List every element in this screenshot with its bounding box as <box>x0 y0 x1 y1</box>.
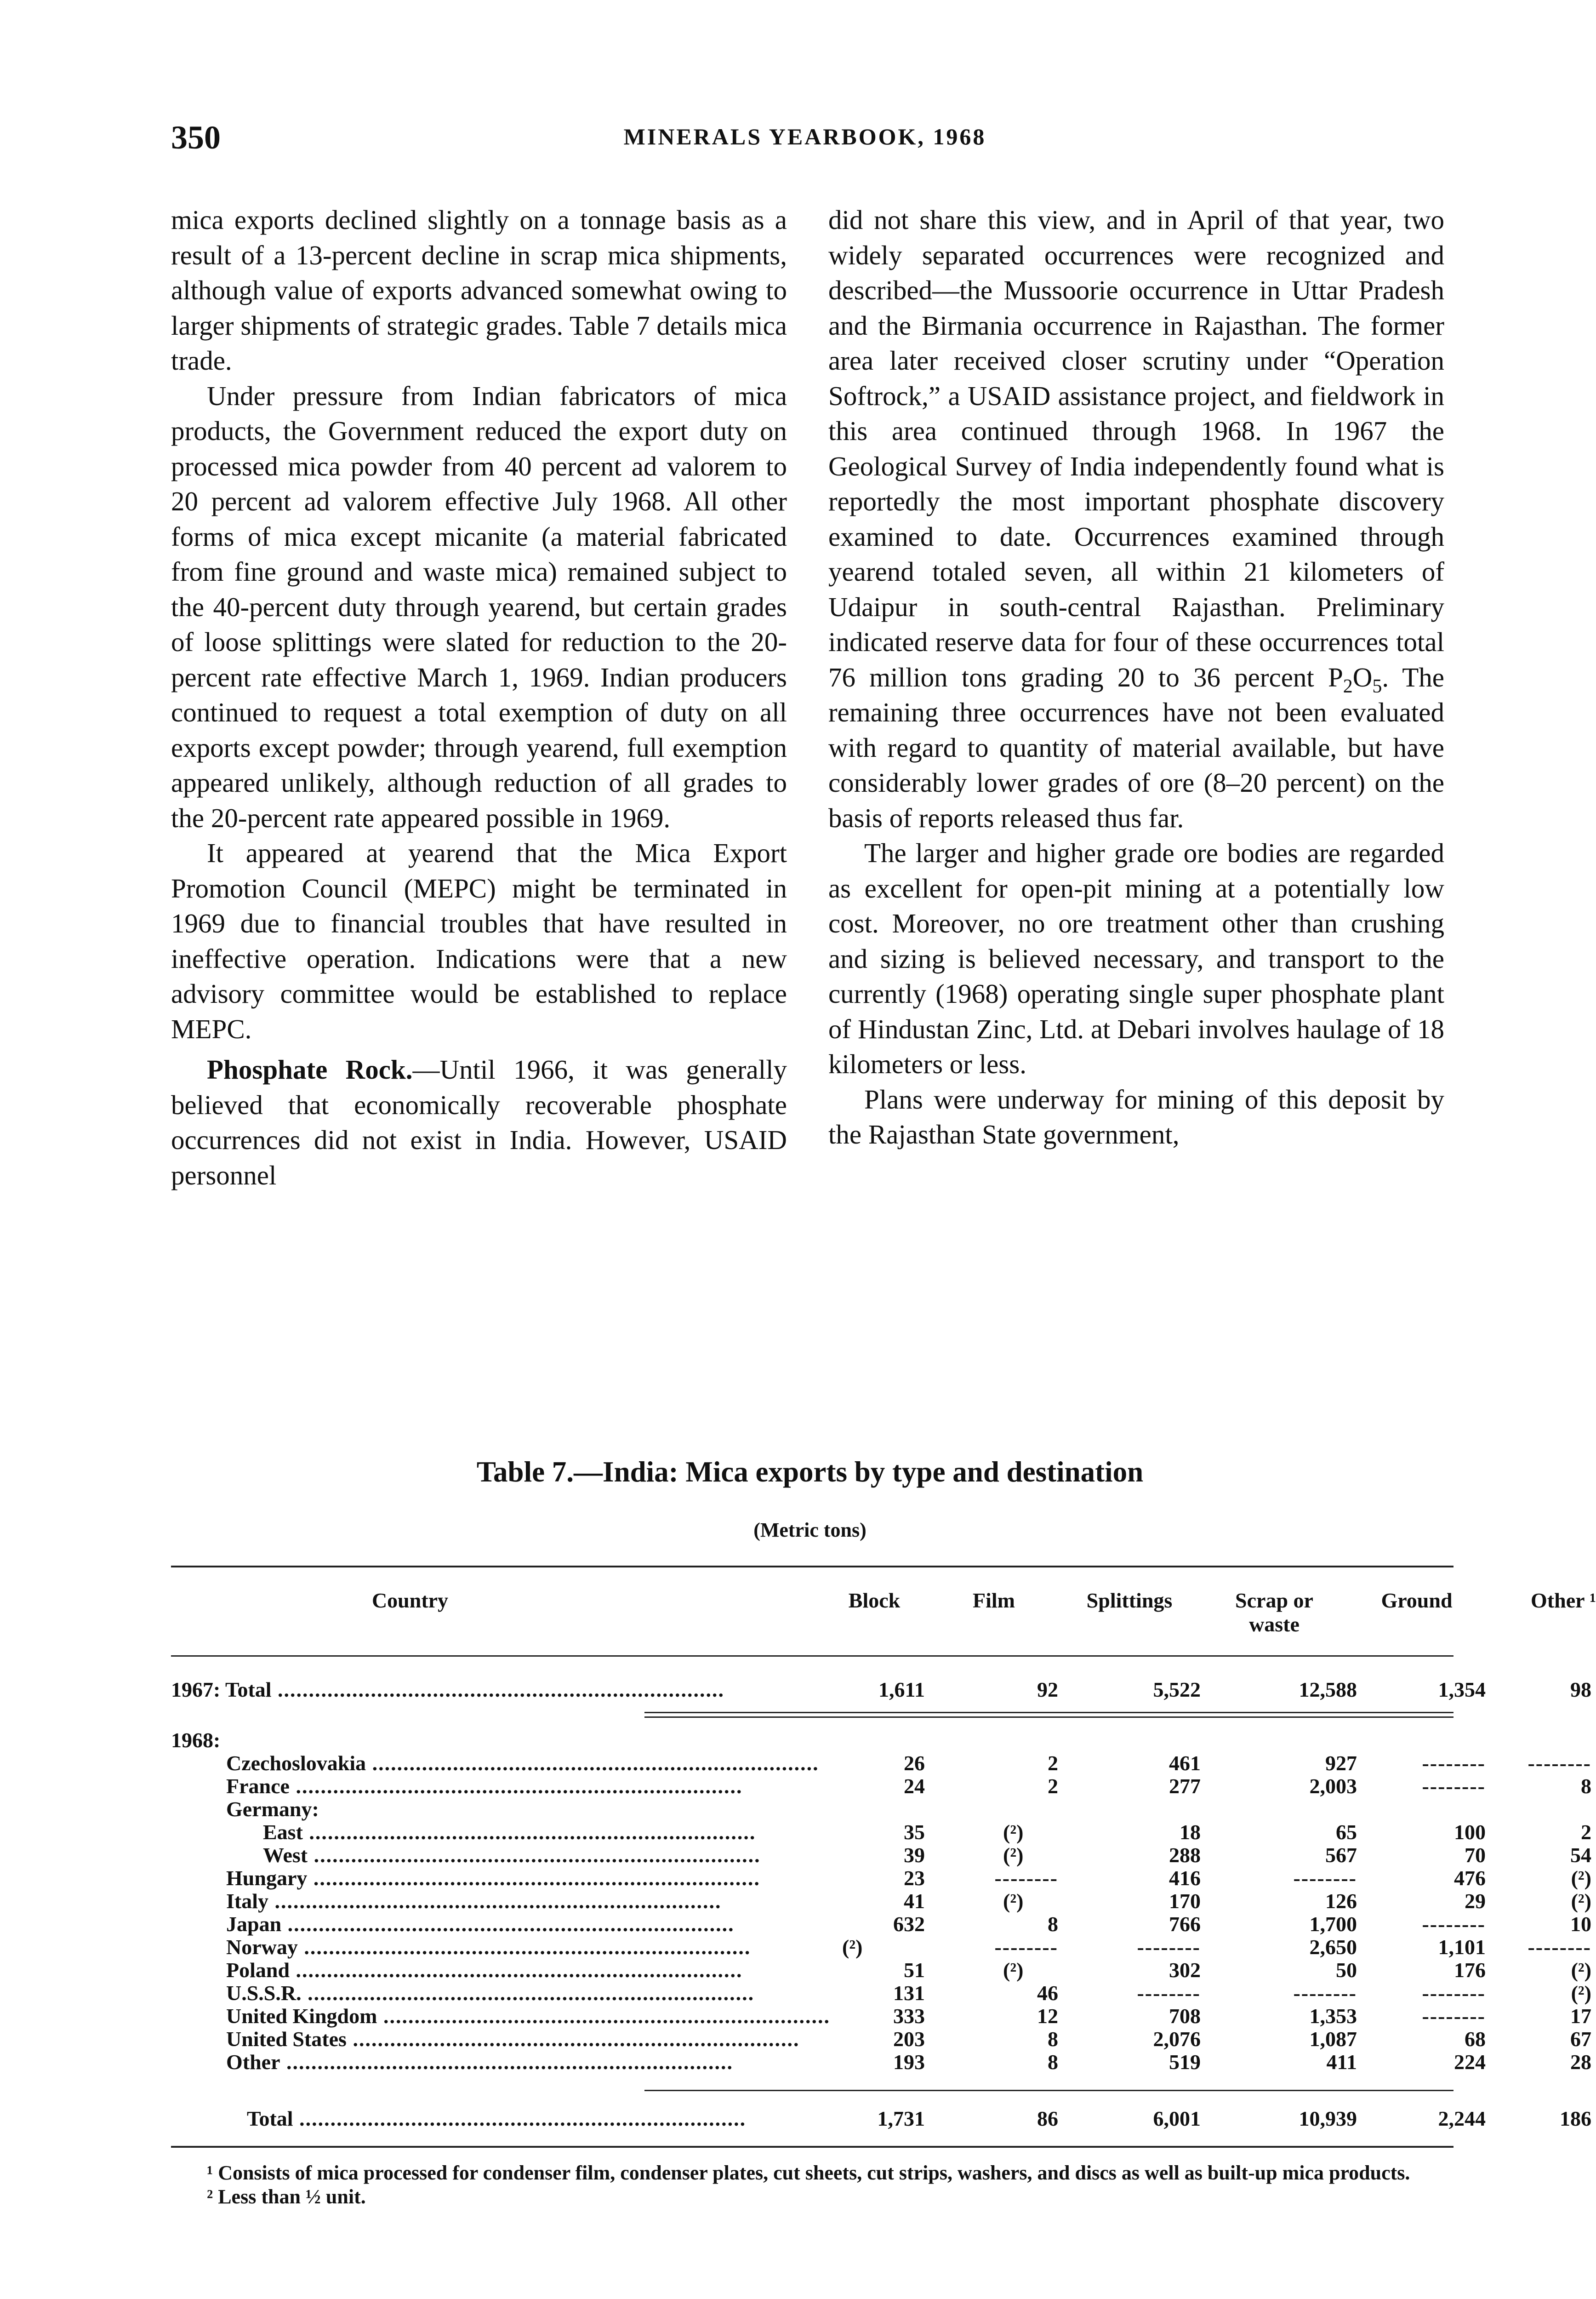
header-splittings: Splittings <box>1086 1589 1173 1612</box>
page-number: 350 <box>171 119 221 156</box>
paragraph: It appeared at yearend that the Mica Export Promotion Council (MEPC) might be terminated in 1969 due to financial troubles that have resulted in ineffective operation. Indications were that a new advisory committee would be established to replace MEPC. <box>171 838 787 1044</box>
group-label-row <box>171 1798 1454 1821</box>
cell-ground: -------- <box>1422 1751 1486 1775</box>
table-row <box>171 1912 1591 1936</box>
table-row <box>171 1981 1591 2005</box>
cell-other: 186 <box>1560 2107 1591 2130</box>
header-scrap-line2: waste <box>1249 1613 1300 1636</box>
cell-scrap: 50 <box>1336 1958 1357 1982</box>
cell-splittings: 277 <box>1169 1774 1201 1798</box>
cell-film: 8 <box>1048 1912 1058 1936</box>
header-other: Other ¹ <box>1531 1589 1596 1612</box>
table-row <box>171 1958 1591 1982</box>
year-label-row <box>171 1729 1454 1752</box>
cell-splittings: 708 <box>1169 2004 1201 2028</box>
table-row-1968-total <box>171 2107 1591 2130</box>
cell-block: 1,731 <box>877 2107 925 2130</box>
total-rule <box>644 2090 1454 2091</box>
country-name: Hungary ..... <box>171 1867 700 1890</box>
cell-film: 92 <box>1037 1678 1058 1701</box>
cell-block: 333 <box>893 2004 925 2028</box>
paragraph-text: did not share this view, and in April of that year, two widely separated occurrences were recognized and described—the Mussoorie occurrence in Uttar Pradesh and the Birmania occurrence in Rajasthan. The former area later received closer scrutiny under “Operation Softrock,” a USAID assistance project, and fieldwork in this area continued through 1968. In 1967 the Geological Survey of India independently found what is reportedly the most important phosphate discovery examined to date. Occurrences examined through yearend totaled seven, all within 21 kilometers of Udaipur in south-central Rajasthan. Preliminary indicated reserve data for four of these occurrences total 76 million tons grading 20 to 36 percent P <box>828 205 1444 692</box>
country-name: West ..... <box>171 1844 736 1867</box>
header-film: Film <box>973 1589 1015 1612</box>
table-row <box>171 1843 1591 1867</box>
cell-scrap: -------- <box>1293 1981 1357 2005</box>
cell-splittings: 2,076 <box>1153 2027 1201 2051</box>
cell-film: -------- <box>994 1935 1058 1959</box>
group-label: Germany: <box>226 1797 319 1821</box>
table-row <box>171 2050 1591 2074</box>
double-rule-top <box>644 1712 1454 1713</box>
cell-scrap: 1,700 <box>1309 1912 1357 1936</box>
paragraph-phosphate-rock <box>171 1052 787 1193</box>
paragraph: Under pressure from Indian fabricators of mica products, the Government reduced the export duty on processed mica powder from 40 percent ad valorem to 20 percent ad valorem effective July 1968. All other forms of mica except micanite (a material fabricated from fine ground and waste mica) remained subject to the 40-percent duty through yearend, but certain grades of loose splittings were slated for reduction to the 20-percent rate effective March 1, 1969. Indian producers continued to request a total exemption of duty on all exports except powder; through yearend, full exemption appeared unlikely, although reduction of all grades to the 20-percent rate appeared possible in 1969. <box>171 380 787 833</box>
cell-ground: 100 <box>1454 1820 1486 1844</box>
header-country: Country <box>371 1589 449 1612</box>
country-name: U.S.S.R. ..... <box>171 1982 700 2005</box>
header-rule <box>171 1655 1454 1657</box>
cell-splittings: -------- <box>1137 1935 1201 1959</box>
cell-ground: 70 <box>1465 1843 1486 1867</box>
cell-film: 46 <box>1037 1981 1058 2005</box>
cell-ground: -------- <box>1422 1912 1486 1936</box>
cell-splittings: 519 <box>1169 2050 1201 2074</box>
cell-scrap: 2,003 <box>1309 1774 1357 1798</box>
cell-scrap: 2,650 <box>1309 1935 1357 1959</box>
cell-ground: -------- <box>1422 2004 1486 2028</box>
country-name: Poland ..... <box>171 1959 700 1982</box>
cell-splittings: 416 <box>1169 1866 1201 1890</box>
table-row <box>171 1889 1591 1913</box>
header-scrap-line1: Scrap or <box>1235 1589 1313 1612</box>
cell-block: 193 <box>893 2050 925 2074</box>
cell-block: (²) <box>842 1935 863 1959</box>
paragraph <box>828 202 1444 835</box>
cell-block: 632 <box>893 1912 925 1936</box>
cell-splittings: 288 <box>1169 1843 1201 1867</box>
cell-other: 67 <box>1570 2027 1591 2051</box>
table-row <box>171 1751 1591 1775</box>
left-column <box>171 202 787 1193</box>
page-header <box>171 119 1439 155</box>
cell-other: 54 <box>1570 1843 1591 1867</box>
cell-other: (²) <box>1571 1866 1591 1890</box>
cell-ground: 29 <box>1465 1889 1486 1913</box>
table-bottom-rule <box>171 2146 1454 2148</box>
table-title: Table 7.—India: Mica exports by type and destination <box>476 1456 1144 1488</box>
cell-block: 41 <box>904 1889 925 1913</box>
table-row-1967-total <box>171 1678 1591 1701</box>
cell-splittings: 18 <box>1180 1820 1201 1844</box>
year-label: 1968: <box>171 1728 221 1752</box>
cell-block: 1,611 <box>878 1678 925 1701</box>
cell-splittings: -------- <box>1137 1981 1201 2005</box>
cell-block: 26 <box>904 1751 925 1775</box>
cell-splittings: 302 <box>1169 1958 1201 1982</box>
cell-film: 8 <box>1048 2050 1058 2074</box>
cell-scrap: 1,087 <box>1309 2027 1357 2051</box>
cell-splittings: 6,001 <box>1153 2107 1201 2130</box>
cell-scrap: 567 <box>1325 1843 1357 1867</box>
cell-ground: 68 <box>1465 2027 1486 2051</box>
formula-text: O <box>1352 662 1373 692</box>
header-ground: Ground <box>1381 1589 1453 1612</box>
cell-splittings: 461 <box>1169 1751 1201 1775</box>
section-run-in-heading: Phosphate Rock. <box>207 1054 413 1085</box>
right-column <box>828 202 1444 1152</box>
country-name: East ..... <box>171 1821 736 1844</box>
cell-ground: 2,244 <box>1438 2107 1486 2130</box>
cell-other: 10 <box>1570 1912 1591 1936</box>
cell-scrap: 1,353 <box>1309 2004 1357 2028</box>
cell-block: 203 <box>893 2027 925 2051</box>
cell-ground: 176 <box>1454 1958 1486 1982</box>
header-block: Block <box>848 1589 901 1612</box>
cell-ground: 476 <box>1454 1866 1486 1890</box>
footnote-2: ² Less than ½ unit. <box>207 2185 366 2208</box>
body-columns <box>171 202 1449 1425</box>
cell-film: 2 <box>1048 1774 1058 1798</box>
cell-film: 2 <box>1048 1751 1058 1775</box>
running-head: MINERALS YEARBOOK, 1968 <box>623 124 986 149</box>
cell-scrap: 10,939 <box>1299 2107 1357 2130</box>
cell-block: 24 <box>904 1774 925 1798</box>
double-rule-bottom <box>644 1716 1454 1718</box>
table-row <box>171 1866 1591 1890</box>
cell-splittings: 170 <box>1169 1889 1201 1913</box>
cell-other: 8 <box>1581 1774 1591 1798</box>
cell-ground: 224 <box>1454 2050 1486 2074</box>
country-name: United Kingdom ..... <box>171 2005 700 2028</box>
cell-splittings: 5,522 <box>1153 1678 1201 1701</box>
footnote-1: ¹ Consists of mica processed for condenser film, condenser plates, cut sheets, cut strips, washers, and discs as well as built-up mica products. <box>207 2162 1410 2184</box>
cell-film: (²) <box>1003 1889 1024 1913</box>
country-name: United States ..... <box>171 2028 700 2051</box>
cell-film: 8 <box>1048 2027 1058 2051</box>
cell-other: 17 <box>1570 2004 1591 2028</box>
cell-other: (²) <box>1571 1981 1591 2005</box>
cell-ground: -------- <box>1422 1774 1486 1798</box>
paragraph-text: . The remaining three occurrences have not been evaluated with regard to quantity of material available, but have considerably lower grades of ore (8–20 percent) on the basis of reports released thus far. <box>828 662 1444 833</box>
table-units: (Metric tons) <box>753 1519 866 1541</box>
cell-other: 28 <box>1570 2050 1591 2074</box>
paragraph-text: —Until 1966, it was generally believed that economically recoverable phosphate occurrences did not exist in India. However, USAID personnel <box>171 1054 787 1190</box>
cell-film: 86 <box>1037 2107 1058 2130</box>
cell-other: -------- <box>1528 1935 1591 1959</box>
footnotes <box>171 2161 1449 2209</box>
country-name: France ..... <box>171 1775 700 1798</box>
cell-film: -------- <box>994 1866 1058 1890</box>
cell-scrap: 65 <box>1336 1820 1357 1844</box>
country-name: Norway ..... <box>171 1936 700 1959</box>
cell-film: (²) <box>1003 1843 1024 1867</box>
country-name: Italy ..... <box>171 1890 700 1913</box>
paragraph: mica exports declined slightly on a tonnage basis as a result of a 13-percent decline in scrap mica shipments, although value of exports advanced somewhat owing to larger shipments of strategic grades. Table 7 details mica trade. <box>171 205 787 376</box>
cell-other: -------- <box>1528 1751 1591 1775</box>
cell-scrap: -------- <box>1293 1866 1357 1890</box>
country-name: Japan ..... <box>171 1913 700 1936</box>
cell-splittings: 766 <box>1169 1912 1201 1936</box>
cell-ground: 1,101 <box>1438 1935 1486 1959</box>
cell-scrap: 411 <box>1326 2050 1357 2074</box>
cell-block: 131 <box>893 1981 925 2005</box>
country-name: Czechoslovakia ..... <box>171 1752 700 1775</box>
cell-film: (²) <box>1003 1820 1024 1844</box>
table-top-rule <box>171 1566 1454 1567</box>
table-row <box>171 2027 1591 2051</box>
cell-film: (²) <box>1003 1958 1024 1982</box>
country-name: Other ..... <box>171 2051 700 2074</box>
row-label: Total ..... <box>171 2107 720 2130</box>
row-label: 1967: Total ..... <box>171 1678 644 1701</box>
cell-block: 35 <box>904 1820 925 1844</box>
cell-other: 98 <box>1570 1678 1591 1701</box>
table-row <box>171 1935 1591 1959</box>
paragraph: The larger and higher grade ore bodies are regarded as excellent for open-pit mining at a potentially low cost. Moreover, no ore treatment other than crushing and sizing is believed necessary, and transport to the currently (1968) operating single super phosphate plant of Hindustan Zinc, Ltd. at Debari involves haulage of 18 kilometers or less. <box>828 838 1444 1079</box>
subscript: 5 <box>1372 675 1382 697</box>
cell-other: 2 <box>1581 1820 1591 1844</box>
cell-ground: -------- <box>1422 1981 1486 2005</box>
cell-scrap: 12,588 <box>1299 1678 1357 1701</box>
cell-block: 23 <box>904 1866 925 1890</box>
table-row <box>171 1820 1591 1844</box>
cell-block: 51 <box>904 1958 925 1982</box>
cell-other: (²) <box>1571 1889 1591 1913</box>
cell-film: 12 <box>1037 2004 1058 2028</box>
cell-ground: 1,354 <box>1438 1678 1486 1701</box>
cell-scrap: 927 <box>1325 1751 1357 1775</box>
subscript: 2 <box>1343 675 1353 697</box>
paragraph: Plans were underway for mining of this deposit by the Rajasthan State government, <box>828 1084 1444 1150</box>
table-row <box>171 2004 1591 2028</box>
cell-scrap: 126 <box>1325 1889 1357 1913</box>
cell-other: (²) <box>1571 1958 1591 1982</box>
table-row <box>171 1774 1591 1798</box>
cell-block: 39 <box>904 1843 925 1867</box>
